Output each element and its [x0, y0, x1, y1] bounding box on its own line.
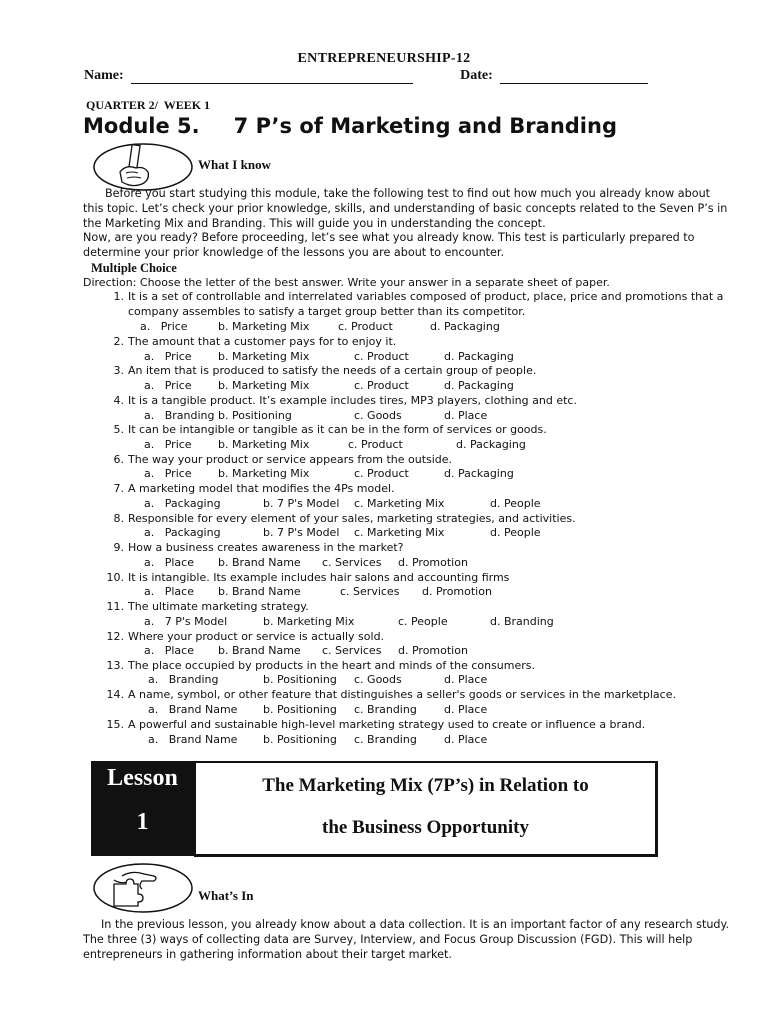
lesson-word: Lesson: [107, 765, 178, 791]
question-text: The place occupied by products in the heart and minds of the consumers.: [128, 659, 536, 672]
answer-option: a. Packaging: [144, 497, 221, 510]
answer-option: b. Marketing Mix: [263, 615, 355, 628]
answer-option: c. People: [398, 615, 448, 628]
answer-option: b. 7 P's Model: [263, 497, 340, 510]
question-text: Responsible for every element of your sales, marketing strategies, and activities.: [128, 512, 576, 525]
answer-option: b. Marketing Mix: [218, 350, 310, 363]
question-item: [104, 541, 740, 556]
question-item: [104, 659, 740, 674]
answer-option: d. Branding: [490, 615, 554, 628]
answer-option: d. People: [490, 497, 541, 510]
answer-option: b. Positioning: [263, 703, 337, 716]
answer-option: d. Packaging: [444, 379, 514, 392]
answer-option: b. Positioning: [263, 673, 337, 686]
module-heading: [83, 114, 617, 138]
answer-option: c. Marketing Mix: [354, 497, 445, 510]
lesson-title-line1: The Marketing Mix (7P’s) in Relation to: [262, 775, 589, 796]
answer-option: d. Place: [444, 733, 488, 746]
answer-option: a. Price: [144, 438, 192, 451]
question-item: [104, 482, 740, 497]
answer-option: d. Promotion: [398, 556, 468, 569]
question-number: 5.: [113, 423, 124, 436]
question-text: The way your product or service appears from the outside.: [128, 453, 453, 466]
question-item: [104, 512, 740, 527]
question-text: The amount that a customer pays for to enjoy it.: [128, 335, 397, 348]
question-text: An item that is produced to satisfy the needs of a certain group of people.: [128, 364, 537, 377]
answer-option: a. Price: [144, 467, 192, 480]
answer-option: b. Brand Name: [218, 644, 301, 657]
question-number: 13.: [106, 659, 124, 672]
answer-option: d. Promotion: [422, 585, 492, 598]
answer-option: c. Goods: [354, 409, 402, 422]
question-item: [104, 394, 740, 409]
answer-option: d. People: [490, 526, 541, 539]
lesson-badge: [91, 761, 194, 856]
answer-option: d. Packaging: [430, 320, 500, 333]
answer-option: a. Price: [144, 350, 192, 363]
question-text: Where your product or service is actually sold.: [128, 630, 385, 643]
answer-option: d. Place: [444, 673, 488, 686]
lesson-title-box: [194, 761, 658, 857]
question-item: [104, 364, 740, 379]
answer-option: a. Packaging: [144, 526, 221, 539]
question-text: How a business creates awareness in the market?: [128, 541, 404, 554]
lesson-title-line2: the Business Opportunity: [322, 817, 529, 838]
answer-option: d. Promotion: [398, 644, 468, 657]
question-item: [104, 688, 740, 703]
whats-in-title: What’s In: [198, 888, 254, 903]
question-number: 15.: [106, 718, 124, 731]
what-i-know-title: What I know: [198, 157, 271, 172]
ready-paragraph: Now, are you ready? Before proceeding, let’s see what you already know. This test is particularly prepared to determine your prior knowledge of the lessons you are about to encounter.: [83, 231, 695, 259]
question-item: [104, 335, 740, 350]
name-date-row: [84, 68, 648, 84]
module-number: Module 5.: [83, 114, 200, 138]
intro-paragraph: Before you start studying this module, take the following test to find out how much you already know about this topic. Let’s check your prior knowledge, skills, and understanding of basic concepts related to the Seven P’s in the Marketing Mix and Branding. This will guide you in understanding the concept.: [83, 187, 728, 230]
answer-option: c. Product: [354, 379, 409, 392]
lesson-number: 1: [136, 809, 149, 835]
question-number: 10.: [106, 571, 124, 584]
whats-in-paragraph: In the previous lesson, you already know about a data collection. It is an important factor of any research study. The three (3) ways of collecting data are Survey, Interview, and Focus Group Discussion (FGD). This will help entrepreneurs in gathering information about their target market.: [83, 918, 730, 961]
question-text: It is intangible. Its example includes hair salons and accounting firms: [128, 571, 510, 584]
question-item: [104, 571, 740, 586]
question-number: 14.: [106, 688, 124, 701]
question-number: 11.: [106, 600, 124, 613]
question-item: [104, 423, 740, 438]
question-number: 9.: [113, 541, 124, 554]
question-text: A powerful and sustainable high-level marketing strategy used to create or influence a brand.: [128, 718, 646, 731]
answer-option: b. Positioning: [218, 409, 292, 422]
answer-option: d. Place: [444, 703, 488, 716]
answer-option: a. Price: [144, 379, 192, 392]
question-number: 6.: [113, 453, 124, 466]
answer-option: c. Goods: [354, 673, 402, 686]
answer-option: a. Place: [144, 644, 194, 657]
answer-option: a. Branding: [144, 409, 215, 422]
question-text: It can be intangible or tangible as it can be in the form of services or goods.: [128, 423, 547, 436]
answer-option: c. Marketing Mix: [354, 526, 445, 539]
question-item: [104, 630, 740, 645]
module-title: 7 P’s of Marketing and Branding: [233, 114, 617, 138]
question-text: A name, symbol, or other feature that distinguishes a seller's goods or services in the marketplace.: [128, 688, 676, 701]
question-number: 3.: [113, 364, 124, 377]
multiple-choice-title: Multiple Choice: [91, 261, 177, 275]
answer-option: b. Brand Name: [218, 585, 301, 598]
question-number: 7.: [113, 482, 124, 495]
name-blank-line: [131, 71, 413, 84]
answer-option: c. Branding: [354, 703, 417, 716]
question-number: 12.: [106, 630, 124, 643]
answer-option: c. Branding: [354, 733, 417, 746]
answer-option: b. Marketing Mix: [218, 379, 310, 392]
answer-option: c. Services: [322, 556, 382, 569]
quarter-week-label: QUARTER 2/ WEEK 1: [86, 98, 211, 112]
question-number: 1.: [113, 290, 124, 303]
answer-option: c. Product: [348, 438, 403, 451]
answer-option: c. Services: [322, 644, 382, 657]
date-blank-line: [500, 71, 648, 84]
answer-option: a. Brand Name: [148, 703, 238, 716]
answer-option: c. Product: [354, 350, 409, 363]
answer-option: a. Place: [144, 556, 194, 569]
answer-option: b. Positioning: [263, 733, 337, 746]
question-text: A marketing model that modifies the 4Ps model.: [128, 482, 395, 495]
date-label: Date:: [460, 68, 493, 83]
answer-option: c. Product: [338, 320, 393, 333]
question-text: It is a set of controllable and interrelated variables composed of product, place, price and promotions that a company assembles to satisfy a target group better than its competitor.: [128, 290, 724, 318]
question-number: 8.: [113, 512, 124, 525]
answer-option: a. 7 P's Model: [144, 615, 228, 628]
answer-option: b. Marketing Mix: [218, 438, 310, 451]
answer-option: b. Brand Name: [218, 556, 301, 569]
subject-title: ENTREPRENEURSHIP-12: [297, 51, 471, 66]
answer-option: d. Packaging: [456, 438, 526, 451]
answer-option: b. Marketing Mix: [218, 320, 310, 333]
hand-with-puzzle-piece-icon: [92, 862, 194, 914]
question-text: It is a tangible product. It’s example includes tires, MP3 players, clothing and etc.: [128, 394, 577, 407]
name-label: Name:: [84, 68, 124, 83]
answer-option: b. 7 P's Model: [263, 526, 340, 539]
answer-option: d. Packaging: [444, 467, 514, 480]
answer-option: a. Price: [140, 320, 188, 333]
pencil-in-hand-icon: [92, 142, 194, 192]
answer-option: a. Place: [144, 585, 194, 598]
answer-option: d. Packaging: [444, 350, 514, 363]
direction-text: Direction: Choose the letter of the best answer. Write your answer in a separate sheet of paper.: [83, 276, 610, 289]
question-text: The ultimate marketing strategy.: [128, 600, 309, 613]
answer-option: c. Product: [354, 467, 409, 480]
question-item: [104, 718, 740, 733]
answer-option: b. Marketing Mix: [218, 467, 310, 480]
question-item: [104, 453, 740, 468]
question-item: [104, 290, 740, 320]
question-number: 2.: [113, 335, 124, 348]
answer-option: c. Services: [340, 585, 400, 598]
answer-option: d. Place: [444, 409, 488, 422]
question-number: 4.: [113, 394, 124, 407]
question-item: [104, 600, 740, 615]
answer-option: a. Brand Name: [148, 733, 238, 746]
answer-option: a. Branding: [148, 673, 219, 686]
